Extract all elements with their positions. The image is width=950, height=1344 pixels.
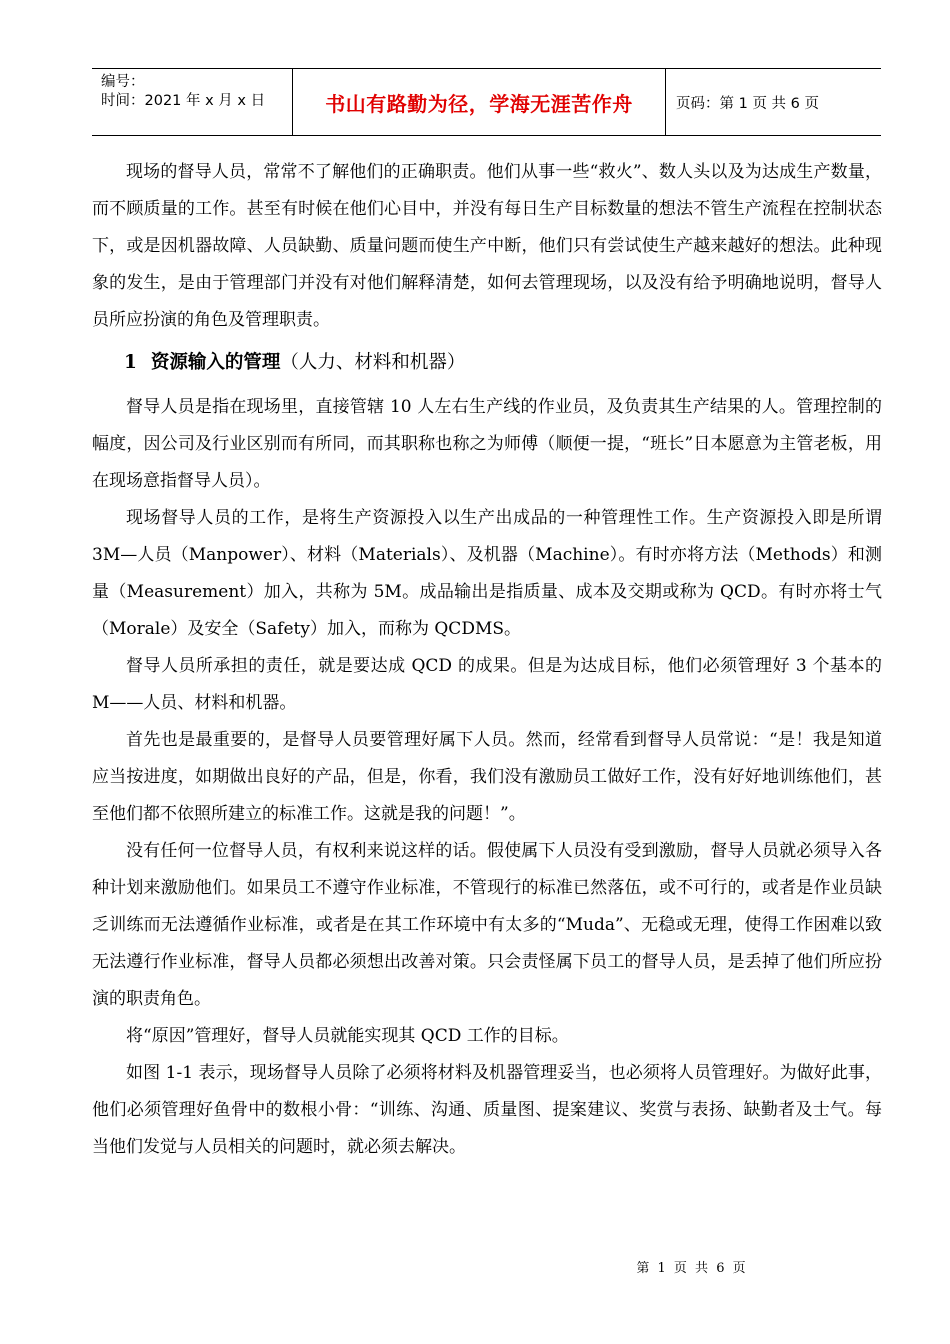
paragraph: 督导人员是指在现场里，直接管辖 10 人左右生产线的作业员，及负责其生产结果的人。管理控制的幅度，因公司及行业区别而有所同，而其职称也称之为师傅（顺便一提，“班长”日本愿意为主管老板，用在现场意指督导人员）。 (92, 397, 882, 491)
page-footer (0, 1257, 950, 1276)
header-motto-cell (293, 69, 666, 135)
code-label: 编号： (101, 74, 145, 90)
footer-page-number: 第 1 页 共 6 页 (636, 1261, 748, 1276)
document-header (92, 68, 881, 136)
section-subtitle: （人力、材料和机器） (280, 352, 466, 373)
paragraph: 督导人员所承担的责任，就是要达成 QCD 的成果。但是为达成目标，他们必须管理好 3 个基本的 M——人员、材料和机器。 (92, 656, 882, 713)
header-meta-cell (92, 69, 293, 135)
section-title: 资源输入的管理 (150, 352, 281, 373)
paragraph: 现场督导人员的工作，是将生产资源投入以生产出成品的一种管理性工作。生产资源投入即是所谓 3M—人员（Manpower）、材料（Materials）、及机器（Machine）。有时亦将方法（Methods）和测量（Measurement）加入，共称为 5M。成品输出是指质量、成本及交期或称为 QCD。有时亦将士气（Morale）及安全（Safety）加入，而称为 QCDMS。 (92, 508, 882, 639)
paragraph: 将“原因”管理好，督导人员就能实现其 QCD 工作的目标。 (126, 1026, 569, 1046)
time-label: 时间：2021 年 x 月 x 日 (101, 93, 266, 109)
document-body (92, 154, 882, 1166)
paragraph: 首先也是最重要的，是督导人员要管理好属下人员。然而，经常看到督导人员常说：“是！我是知道应当按进度，如期做出良好的产品，但是，你看，我们没有激励员工做好工作，没有好好地训练他们，甚至他们都不依照所建立的标准工作。这就是我的问题！”。 (92, 730, 882, 824)
paragraph: 没有任何一位督导人员，有权利来说这样的话。假使属下人员没有受到激励，督导人员就必须导入各种计划来激励他们。如果员工不遵守作业标准，不管现行的标准已然落伍，或不可行的，或者是作业员缺乏训练而无法遵循作业标准，或者是在其工作环境中有太多的“Muda”、无稳或无理，使得工作困难以致无法遵行作业标准，督导人员都必须想出改善对策。只会责怪属下员工的督导人员，是丢掉了他们所应扮演的职责角色。 (92, 841, 882, 1009)
paragraph: 如图 1-1 表示，现场督导人员除了必须将材料及机器管理妥当，也必须将人员管理好。为做好此事，他们必须管理好鱼骨中的数根小骨：“训练、沟通、质量图、提案建议、奖赏与表扬、缺勤者及士气。每当他们发觉与人员相关的问题时，就必须去解决。 (92, 1063, 882, 1157)
header-page-info: 页码：第 1 页 共 6 页 (676, 95, 819, 112)
header-page-cell (666, 69, 881, 135)
header-motto: 书山有路勤为径，学海无涯苦作舟 (325, 91, 633, 116)
section-heading (92, 345, 882, 381)
section-number: 1 (124, 352, 137, 373)
paragraph: 现场的督导人员，常常不了解他们的正确职责。他们从事一些“救火”、数人头以及为达成生产数量，而不顾质量的工作。甚至有时候在他们心目中，并没有每日生产目标数量的想法不管生产流程在控制状态下，或是因机器故障、人员缺勤、质量问题而使生产中断，他们只有尝试使生产越来越好的想法。此种现象的发生，是由于管理部门并没有对他们解释清楚，如何去管理现场，以及没有给予明确地说明，督导人员所应扮演的角色及管理职责。 (92, 162, 882, 330)
